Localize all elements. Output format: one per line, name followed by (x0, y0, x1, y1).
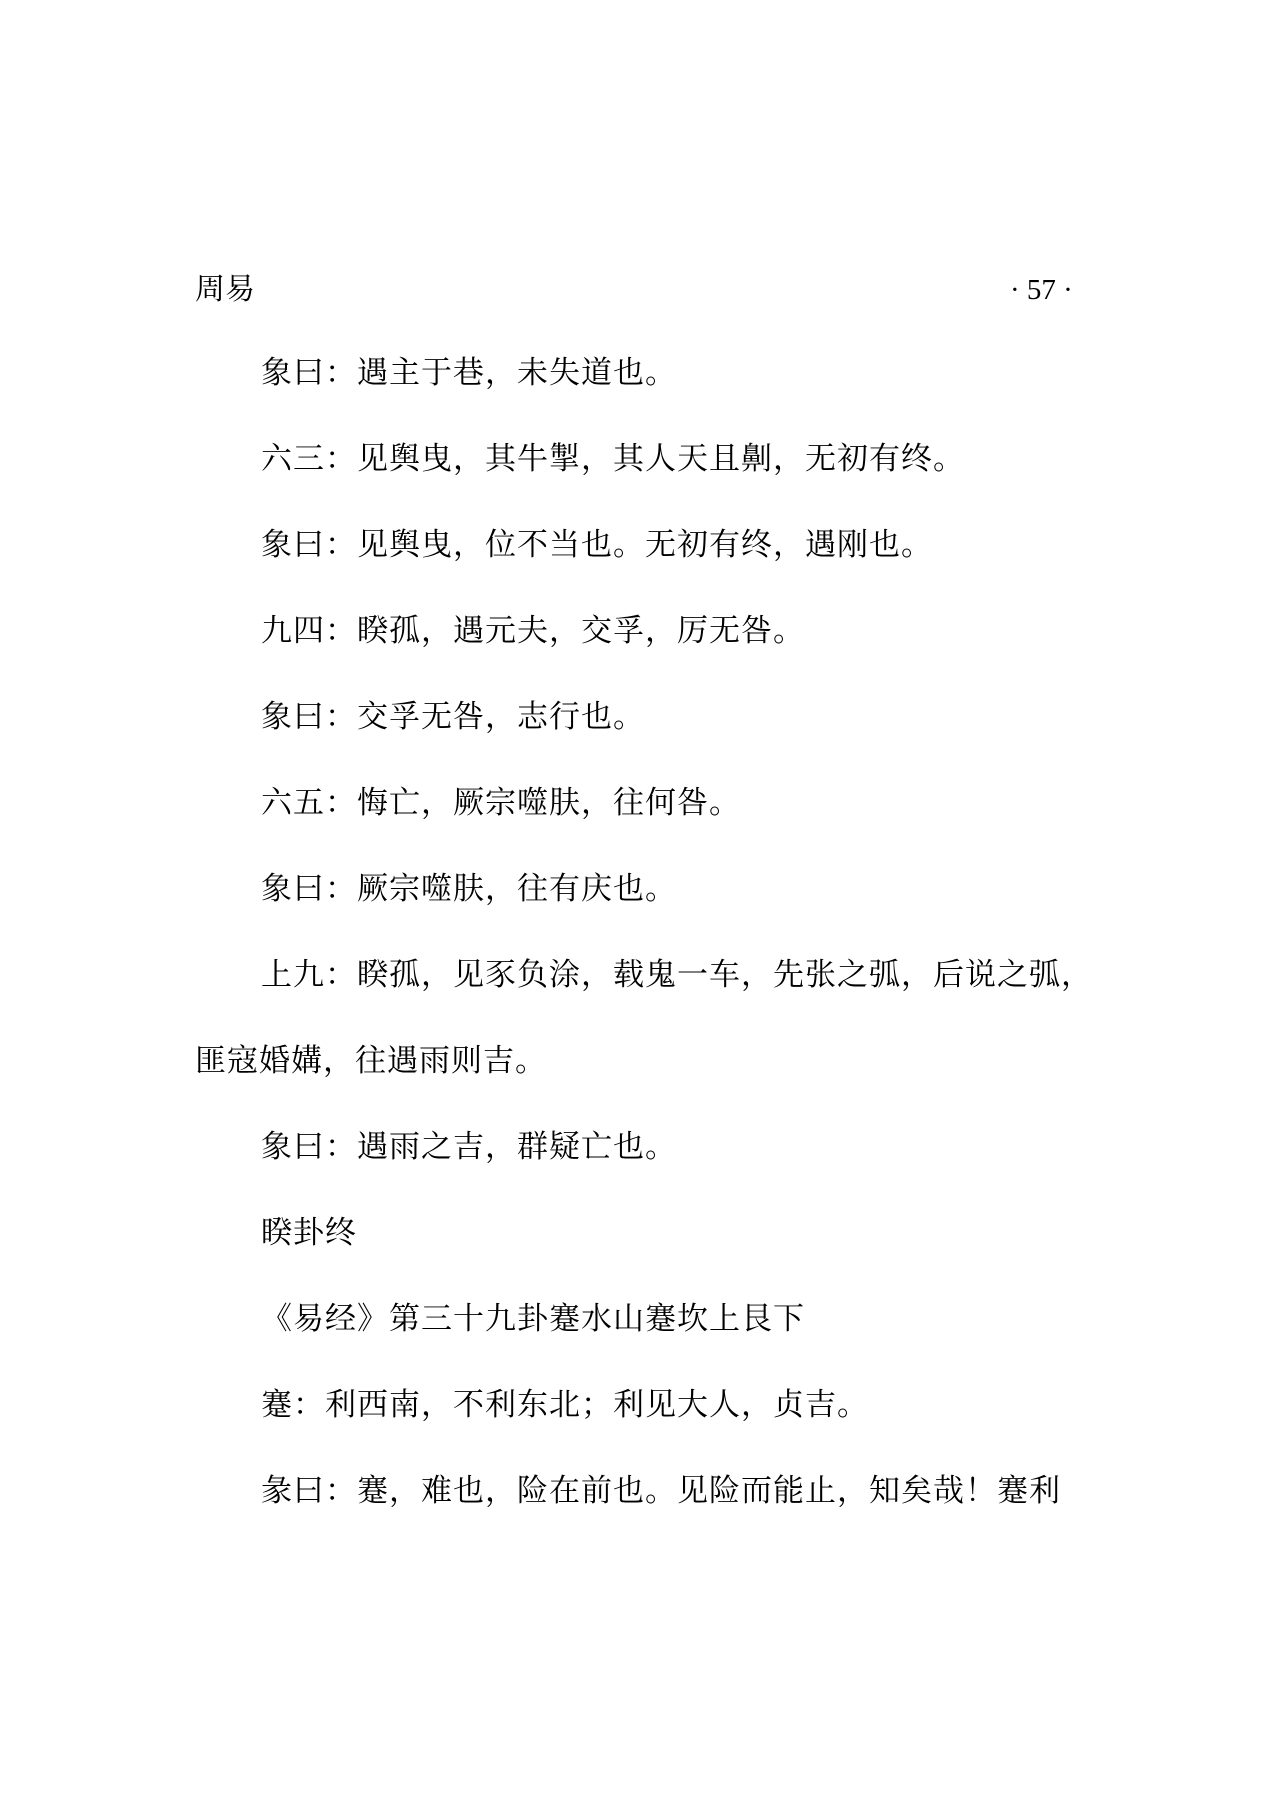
section-end-line: 睽卦终 (261, 1215, 357, 1251)
paragraph-line: 六三：见舆曳，其牛掣，其人天且劓，无初有终。 (261, 441, 965, 477)
body-text (195, 351, 1095, 1555)
paragraph-line: 象曰：遇雨之吉，群疑亡也。 (261, 1129, 677, 1165)
paragraph-line: 象曰：见舆曳，位不当也。无初有终，遇刚也。 (261, 527, 933, 563)
hexagram-heading-line: 《易经》第三十九卦蹇水山蹇坎上艮下 (261, 1301, 805, 1337)
paragraph-line: 象曰：交孚无咎，志行也。 (261, 699, 645, 735)
paragraph-line: 上九：睽孤，见豕负涂，载鬼一车，先张之弧，后说之弧， (261, 957, 1093, 993)
paragraph-line: 九四：睽孤，遇元夫，交孚，厉无咎。 (261, 613, 805, 649)
paragraph-continuation-line: 匪寇婚媾，往遇雨则吉。 (195, 1043, 547, 1079)
paragraph-line: 蹇：利西南，不利东北；利见大人，贞吉。 (261, 1387, 869, 1423)
paragraph-line: 彖曰：蹇，难也，险在前也。见险而能止，知矣哉！蹇利 (261, 1473, 1061, 1509)
paragraph-line: 六五：悔亡，厥宗噬肤，往何咎。 (261, 785, 741, 821)
running-header-title: 周易 (195, 272, 255, 307)
paragraph-line: 象曰：厥宗噬肤，往有庆也。 (261, 871, 677, 907)
paragraph-line: 象曰：遇主于巷，未失道也。 (261, 355, 677, 391)
page-number: · 57 · (1010, 274, 1073, 306)
